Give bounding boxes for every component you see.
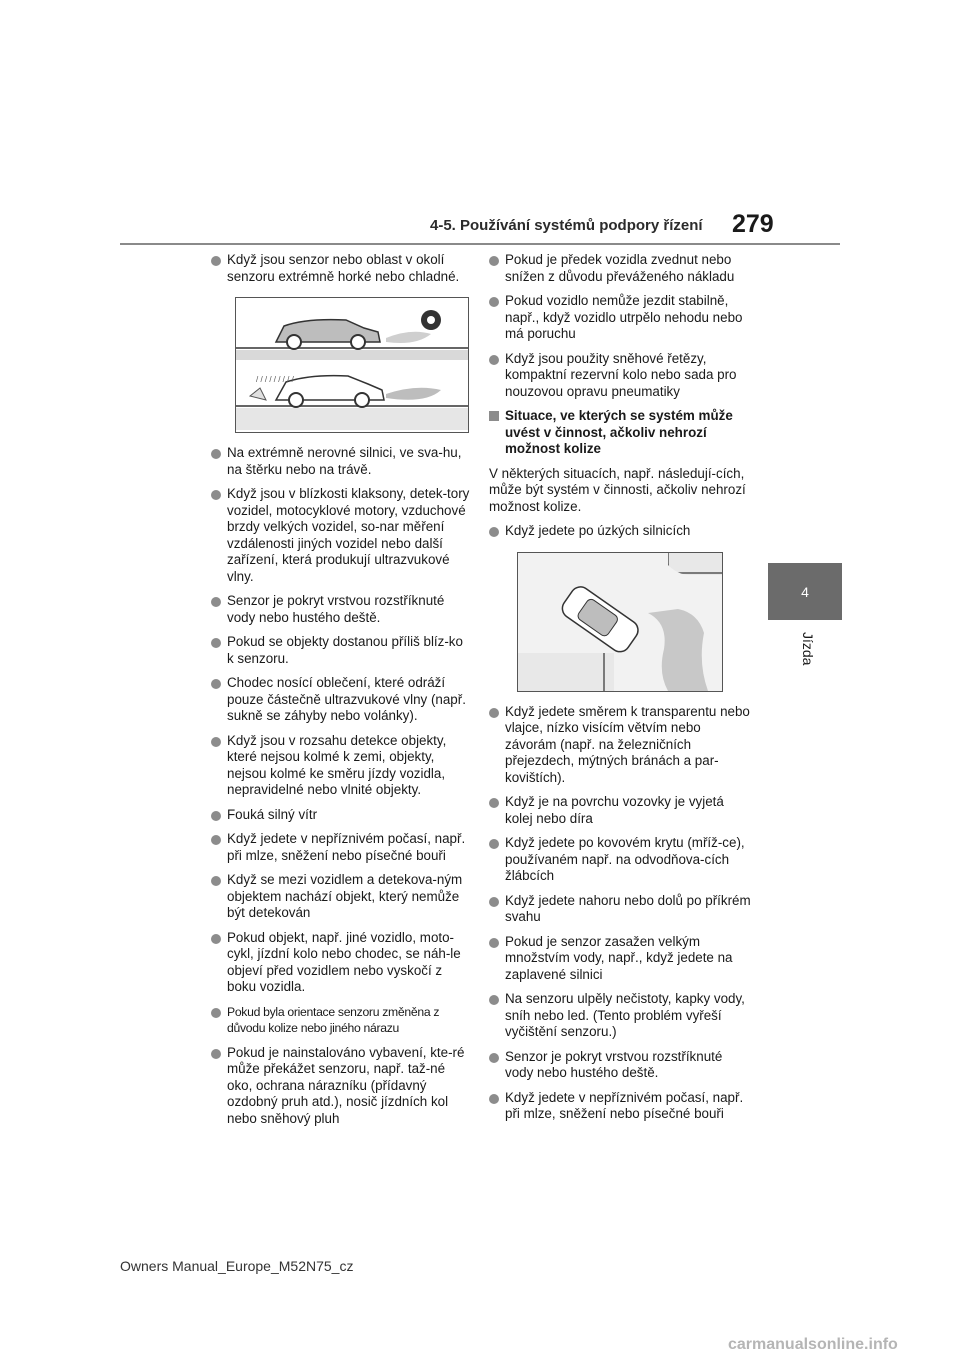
bullet-icon [211, 1049, 221, 1059]
list-item: Pokud je předek vozidla zvednut nebo snížen z důvodu převáženého nákladu [489, 252, 751, 285]
section-heading: Situace, ve kterých se systém může uvést v činnost, ačkoliv nehrozí možnost kolize [489, 408, 751, 458]
list-item: Pokud vozidlo nemůže jezdit stabilně, např., když vozidlo utrpělo nehodu nebo má poruchu [489, 293, 751, 343]
right-column [489, 252, 751, 1131]
list-item: Když jedete nahoru nebo dolů po příkrém svahu [489, 893, 751, 926]
list-item: Pokud objekt, např. jiné vozidlo, moto-cykl, jízdní kolo nebo chodec, se náh-le objeví před vozidlem nebo vyskočí z boku vozidla. [211, 930, 473, 996]
chapter-tab [768, 563, 842, 620]
bullet-icon [211, 876, 221, 886]
bullet-icon [211, 256, 221, 266]
bullet-icon [211, 934, 221, 944]
list-item: Když jedete v nepříznivém počasí, např. při mlze, sněžení nebo písečné bouři [211, 831, 473, 864]
illustration-narrow-road [517, 552, 723, 692]
bullet-icon [489, 995, 499, 1005]
intro-paragraph: V některých situacích, např. následují-cích, může být systém v činnosti, ačkoliv nehrozí možnost kolize. [489, 465, 746, 514]
list-item: Pokud byla orientace senzoru změněna z důvodu kolize nebo jiného nárazu [211, 1004, 473, 1037]
bullet-icon [489, 897, 499, 907]
bullet-icon [211, 811, 221, 821]
list-item: Když jsou senzor nebo oblast v okolí senzoru extrémně horké nebo chladné. [211, 252, 473, 285]
bullet-icon [489, 708, 499, 718]
list-item: Když jsou v rozsahu detekce objekty, které nejsou kolmé k zemi, objekty, nejsou kolmé ke směru jízdy vozidla, nepravidelné nebo vlnité objekty. [211, 733, 473, 799]
list-item: Když jedete po úzkých silnicích [489, 523, 751, 540]
bullet-icon [211, 835, 221, 845]
chapter-number: 4 [801, 583, 809, 600]
list-item: Když jedete v nepříznivém počasí, např. při mlze, sněžení nebo písečné bouři [489, 1090, 751, 1123]
bullet-icon [489, 1053, 499, 1063]
list-item: Senzor je pokryt vrstvou rozstříknuté vody nebo hustého deště. [489, 1049, 751, 1082]
bullet-icon [489, 1094, 499, 1104]
bullet-icon [211, 490, 221, 500]
bullet-icon [211, 1008, 221, 1018]
list-item: Když se mezi vozidlem a detekova-ným objektem nachází objekt, který nemůže být detekován [211, 872, 473, 922]
bullet-icon [489, 798, 499, 808]
list-item: Když jsou v blízkosti klaksony, detek-tory vozidel, motocyklové motory, vzduchové brzdy velkých vozidel, so-nar měření vzdálenosti jiných vozidel nebo další zařízení, která produkují ultrazvukové vlny. [211, 486, 473, 585]
svg-text:/ / / / / / / / /: / / / / / / / / / [256, 375, 294, 384]
list-item: Senzor je pokryt vrstvou rozstříknuté vody nebo hustého deště. [211, 593, 473, 626]
list-item: Když je na povrchu vozovky je vyjetá kolej nebo díra [489, 794, 751, 827]
illustration-sensor-temperature [235, 297, 469, 433]
chapter-label: Jízda [800, 632, 816, 666]
bullet-icon [489, 938, 499, 948]
bullet-icon [211, 679, 221, 689]
bullet-icon [489, 256, 499, 266]
list-item: Pokud je senzor zasažen velkým množstvím vody, např., když jedete na zaplavené silnici [489, 934, 751, 984]
bullet-icon [211, 597, 221, 607]
bullet-icon [211, 449, 221, 459]
bullet-icon [489, 355, 499, 365]
list-item: Na extrémně nerovné silnici, ve sva-hu, na štěrku nebo na trávě. [211, 445, 473, 478]
list-item: Na senzoru ulpěly nečistoty, kapky vody, sníh nebo led. (Tento problém vyřeší vyčištění senzoru.) [489, 991, 751, 1041]
bullet-icon [489, 839, 499, 849]
bullet-icon [211, 737, 221, 747]
square-bullet-icon [489, 411, 499, 421]
left-column [211, 252, 473, 1135]
list-item: Když jedete směrem k transparentu nebo vlajce, nízko visícím větvím nebo závorám (např. na železničních přejezdech, mýtných bránách a par-kovištích). [489, 704, 751, 787]
list-item: Když jsou použity sněhové řetězy, kompaktní rezervní kolo nebo sada pro nouzovou opravu pneumatiky [489, 351, 751, 401]
list-item: Chodec nosící oblečení, které odráží pouze částečně ultrazvukové vlny (např. sukně se záhyby nebo volánky). [211, 675, 473, 725]
footer-text: Owners Manual_Europe_M52N75_cz [120, 1258, 354, 1274]
bullet-icon [489, 527, 499, 537]
list-item: Pokud je nainstalováno vybavení, kte-ré může překážet senzoru, např. taž-né oko, ochrana nárazníku (přídavný ozdobný pruh atd.), nosič jízdních kol nebo sněhový pluh [211, 1045, 473, 1128]
header-divider [120, 243, 840, 245]
list-item: Fouká silný vítr [211, 807, 473, 824]
watermark: carmanualsonline.info [728, 1336, 898, 1353]
page-number: 279 [732, 210, 774, 238]
bullet-icon [489, 297, 499, 307]
list-item: Když jedete po kovovém krytu (mříž-ce), používaném např. na odvodňova-cích žlábcích [489, 835, 751, 885]
left-bullet-list [211, 445, 473, 1127]
bullet-icon [211, 638, 221, 648]
section-title: 4-5. Používání systémů podpory řízení [430, 217, 703, 234]
list-item: Pokud se objekty dostanou příliš blíz-ko k senzoru. [211, 634, 473, 667]
